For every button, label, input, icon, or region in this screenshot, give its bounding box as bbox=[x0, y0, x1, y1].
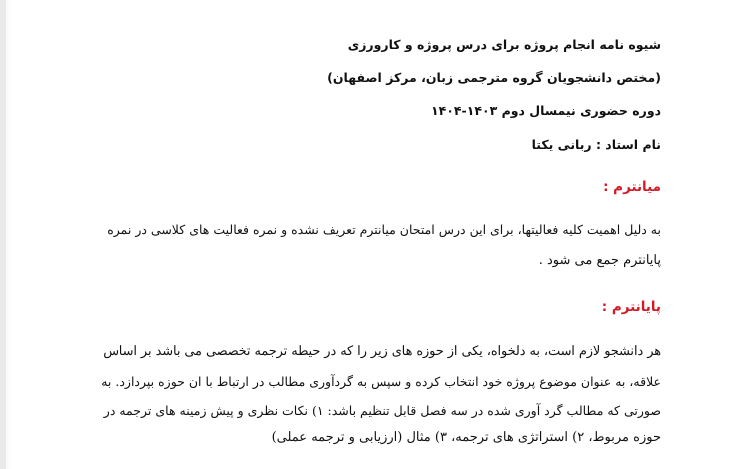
midterm-line-2: پایانترم جمع می شود . bbox=[538, 253, 661, 268]
final-line-3: صورتی که مطالب گرد آوری شده در سه فصل قابل تنظیم باشد: ۱) نکات نظری و پیش زمینه های ترجمه در bbox=[103, 403, 661, 418]
final-heading: پایانترم : bbox=[601, 299, 661, 315]
instructor-line: نام استاد : ربانی یکتا bbox=[531, 137, 661, 152]
midterm-line-1: به دلیل اهمیت کلیه فعالیتها، برای این درس امتحان میانترم تعریف نشده و نمره فعالیت های کلاسی در نمره bbox=[107, 222, 661, 237]
term-line: دوره حضوری نیمسال دوم ۱۴۰۳-۱۴۰۴ bbox=[430, 103, 661, 118]
final-line-2: علاقه، به عنوان موضوع پروژه خود انتخاب کرده و سپس به گردآوری مطالب در ارتباط با ان حوزه بپردازد. به bbox=[101, 374, 661, 389]
final-line-4: حوزه مربوط، ۲) استراتژی های ترجمه، ۳) مثال (ارزیابی و ترجمه عملی) bbox=[271, 430, 661, 445]
midterm-heading: میانترم : bbox=[603, 179, 661, 195]
page-edge-shadow bbox=[0, 0, 6, 469]
doc-subtitle: (مختص دانشجویان گروه مترجمی زبان، مرکز اصفهان) bbox=[327, 70, 661, 85]
final-line-1: هر دانشجو لازم است، به دلخواه، یکی از حوزه های زیر را که در حیطه ترجمه تخصصی می باشد بر اساس bbox=[103, 344, 661, 359]
doc-title: شیوه نامه انجام پروژه برای درس پروژه و کارورزی bbox=[347, 37, 661, 52]
